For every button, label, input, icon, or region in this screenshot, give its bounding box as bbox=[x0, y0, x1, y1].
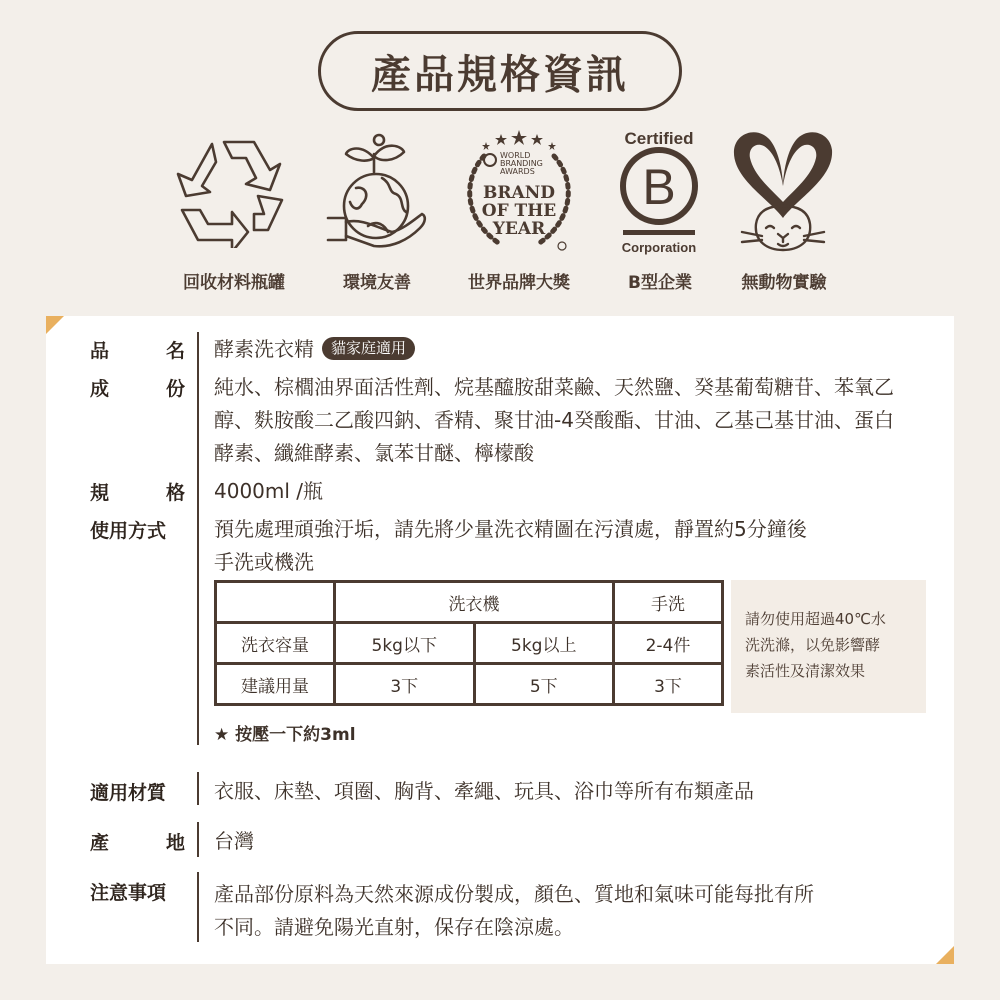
size-value: 4000ml /瓶 bbox=[214, 479, 324, 503]
badge-label-cruelty-free: 無動物實驗 bbox=[741, 273, 827, 293]
label-origin: 產 地 bbox=[90, 832, 185, 854]
divider bbox=[197, 772, 199, 805]
table-cell-empty bbox=[216, 582, 335, 623]
table-header-machine: 洗衣機 bbox=[335, 582, 614, 623]
origin-value: 台灣 bbox=[214, 829, 254, 853]
note-line: 素活性及清潔效果 bbox=[745, 662, 866, 680]
label-caution: 注意事項 bbox=[90, 882, 167, 904]
note-line: 洗洗滌，以免影響酵 bbox=[745, 636, 881, 654]
ingredients-value bbox=[214, 371, 894, 470]
recycle-icon bbox=[172, 136, 292, 248]
table-header-row bbox=[216, 582, 723, 623]
table-cell: 3下 bbox=[335, 664, 475, 705]
table-cell: 5下 bbox=[474, 664, 614, 705]
divider bbox=[197, 332, 199, 745]
badge-label-bcorp: B型企業 bbox=[628, 273, 692, 293]
table-row bbox=[216, 664, 723, 705]
laurel-award-icon bbox=[456, 128, 582, 258]
caution-line: 產品部份原料為天然來源成份製成，顏色、質地和氣味可能每批有所 bbox=[214, 882, 814, 906]
table-header-hand: 手洗 bbox=[614, 582, 723, 623]
table-row bbox=[216, 623, 723, 664]
pump-footnote: ★ 按壓一下約3ml bbox=[214, 725, 356, 745]
badge-label-eco: 環境友善 bbox=[343, 273, 411, 293]
page-title: 產品規格資訊 bbox=[318, 31, 682, 111]
table-row-label: 洗衣容量 bbox=[216, 623, 335, 664]
usage-table bbox=[214, 580, 724, 706]
table-cell: 2-4件 bbox=[614, 623, 723, 664]
caution-value bbox=[214, 878, 814, 944]
svg-text:YEAR: YEAR bbox=[492, 219, 546, 239]
divider bbox=[197, 872, 199, 942]
product-name bbox=[214, 333, 415, 366]
svg-text:BRAND: BRAND bbox=[483, 183, 555, 203]
usage-value bbox=[214, 513, 807, 579]
divider bbox=[197, 822, 199, 857]
table-cell: 5kg以上 bbox=[474, 623, 614, 664]
cat-family-badge: 貓家庭適用 bbox=[322, 337, 415, 360]
usage-line: 預先處理頑強汙垢，請先將少量洗衣精圖在污漬處，靜置約5分鐘後 bbox=[214, 517, 807, 541]
svg-text:Certified: Certified bbox=[624, 129, 694, 148]
svg-text:Corporation: Corporation bbox=[621, 240, 697, 255]
label-usage: 使用方式 bbox=[90, 520, 167, 542]
table-row-label: 建議用量 bbox=[216, 664, 335, 705]
label-material: 適用材質 bbox=[90, 782, 167, 804]
ingredients-line: 醇、麩胺酸二乙酸四鈉、香精、聚甘油-4癸酸酯、甘油、乙基己基甘油、蛋白 bbox=[214, 408, 894, 432]
label-size: 規 格 bbox=[90, 482, 185, 504]
table-cell: 5kg以下 bbox=[335, 623, 475, 664]
corner-accent bbox=[936, 946, 954, 964]
badge-label-award: 世界品牌大獎 bbox=[468, 273, 570, 293]
svg-text:BRANDING: BRANDING bbox=[500, 159, 543, 168]
corner-accent bbox=[46, 316, 64, 334]
badge-label-recycle: 回收材料瓶罐 bbox=[183, 273, 285, 293]
bunny-heart-icon bbox=[728, 128, 838, 256]
product-name-text: 酵素洗衣精 bbox=[214, 337, 314, 361]
svg-text:AWARDS: AWARDS bbox=[500, 167, 535, 176]
material-value: 衣服、床墊、項圈、胸背、牽繩、玩具、浴巾等所有布類產品 bbox=[214, 779, 754, 803]
svg-text:OF THE: OF THE bbox=[481, 201, 557, 221]
svg-text:B: B bbox=[642, 159, 676, 215]
svg-text:WORLD: WORLD bbox=[500, 151, 531, 160]
label-ingredients: 成 份 bbox=[90, 378, 185, 400]
usage-line: 手洗或機洗 bbox=[214, 550, 314, 574]
temperature-note bbox=[731, 580, 926, 713]
note-line: 請勿使用超過40℃水 bbox=[745, 610, 886, 628]
caution-line: 不同。請避免陽光直射，保存在陰涼處。 bbox=[214, 915, 574, 939]
table-cell: 3下 bbox=[614, 664, 723, 705]
earth-hand-icon bbox=[322, 132, 428, 252]
ingredients-line: 純水、棕櫚油界面活性劑、烷基醯胺甜菜鹼、天然鹽、癸基葡萄糖苷、苯氧乙 bbox=[214, 375, 894, 399]
label-product-name: 品 名 bbox=[90, 340, 185, 362]
ingredients-line: 酵素、纖維酵素、氯苯甘醚、檸檬酸 bbox=[214, 441, 534, 465]
b-corp-icon bbox=[614, 126, 704, 258]
